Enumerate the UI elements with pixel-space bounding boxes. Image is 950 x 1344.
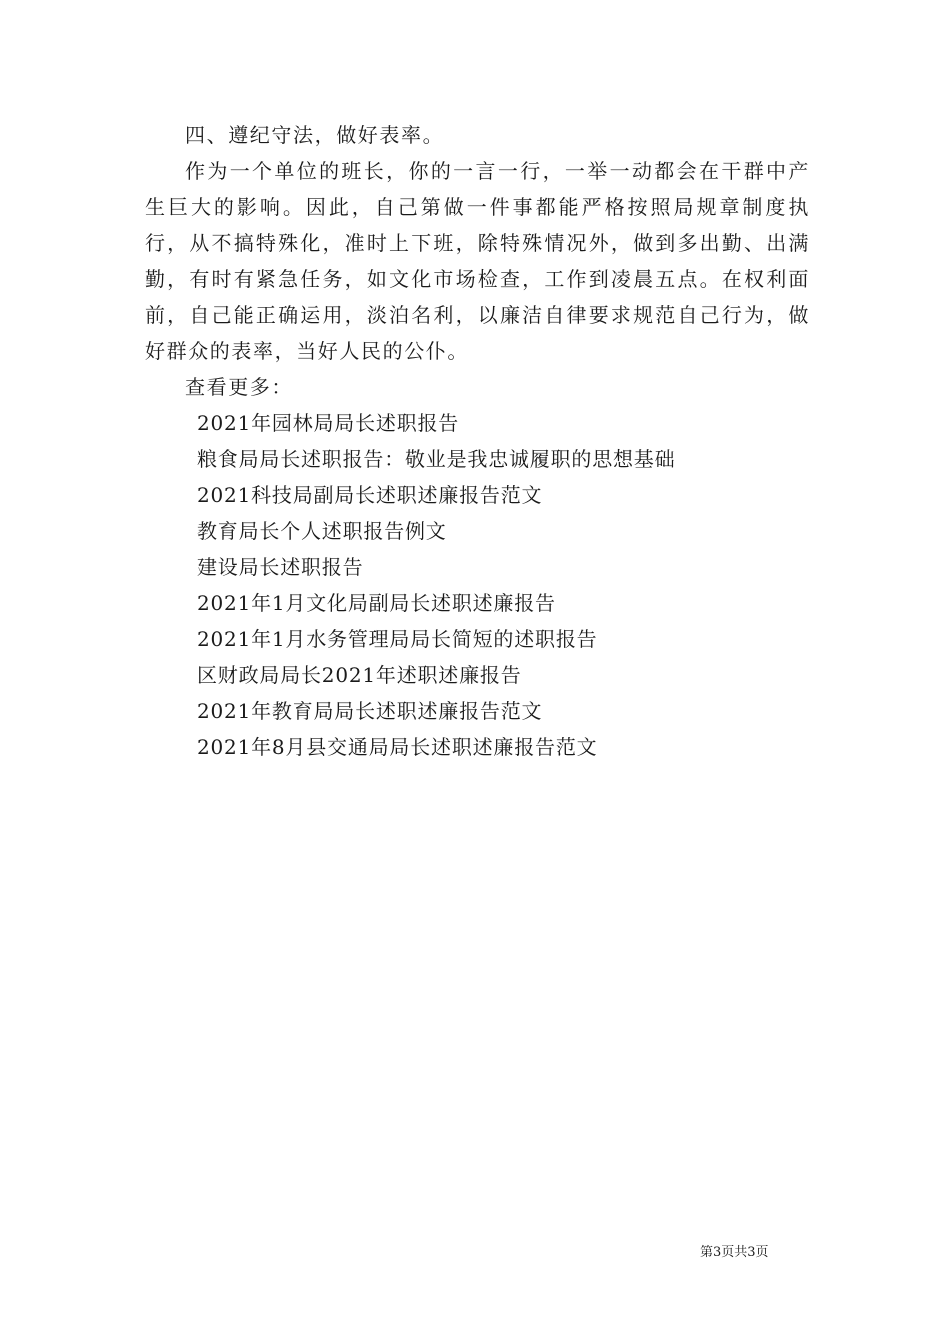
- related-link[interactable]: 2021年教育局局长述职述廉报告范文: [197, 699, 543, 723]
- body-paragraph: 作为一个单位的班长，你的一言一行，一举一动都会在干群中产生巨大的影响。因此，自己第做一件事都能严格按照局规章制度执行，从不搞特殊化，准时上下班，除特殊情况外，做到多出勤、出满勤，有时有紧急任务，如文化市场检查，工作到凌晨五点。在权利面前，自己能正确运用，淡泊名利，以廉洁自律要求规范自己行为，做好群众的表率，当好人民的公仆。: [145, 159, 810, 363]
- related-link[interactable]: 2021年1月水务管理局局长简短的述职报告: [197, 627, 598, 651]
- related-link[interactable]: 2021年8月县交通局局长述职述廉报告范文: [197, 735, 598, 759]
- related-link[interactable]: 2021年1月文化局副局长述职述廉报告: [197, 591, 556, 615]
- page-number-footer: 第3页共3页: [700, 1245, 769, 1260]
- related-link[interactable]: 2021年园林局局长述职报告: [197, 411, 460, 435]
- related-link[interactable]: 建设局长述职报告: [197, 555, 364, 579]
- related-link[interactable]: 区财政局局长2021年述职述廉报告: [197, 663, 522, 687]
- document-body: [145, 117, 810, 765]
- related-link[interactable]: 教育局长个人述职报告例文: [197, 519, 447, 543]
- related-link[interactable]: 粮食局局长述职报告：敬业是我忠诚履职的思想基础: [197, 447, 676, 471]
- see-more-label: 查看更多：: [185, 375, 293, 399]
- related-link[interactable]: 2021科技局副局长述职述廉报告范文: [197, 483, 543, 507]
- section-heading: 四、遵纪守法，做好表率。: [185, 123, 445, 147]
- related-links-list: [145, 405, 810, 765]
